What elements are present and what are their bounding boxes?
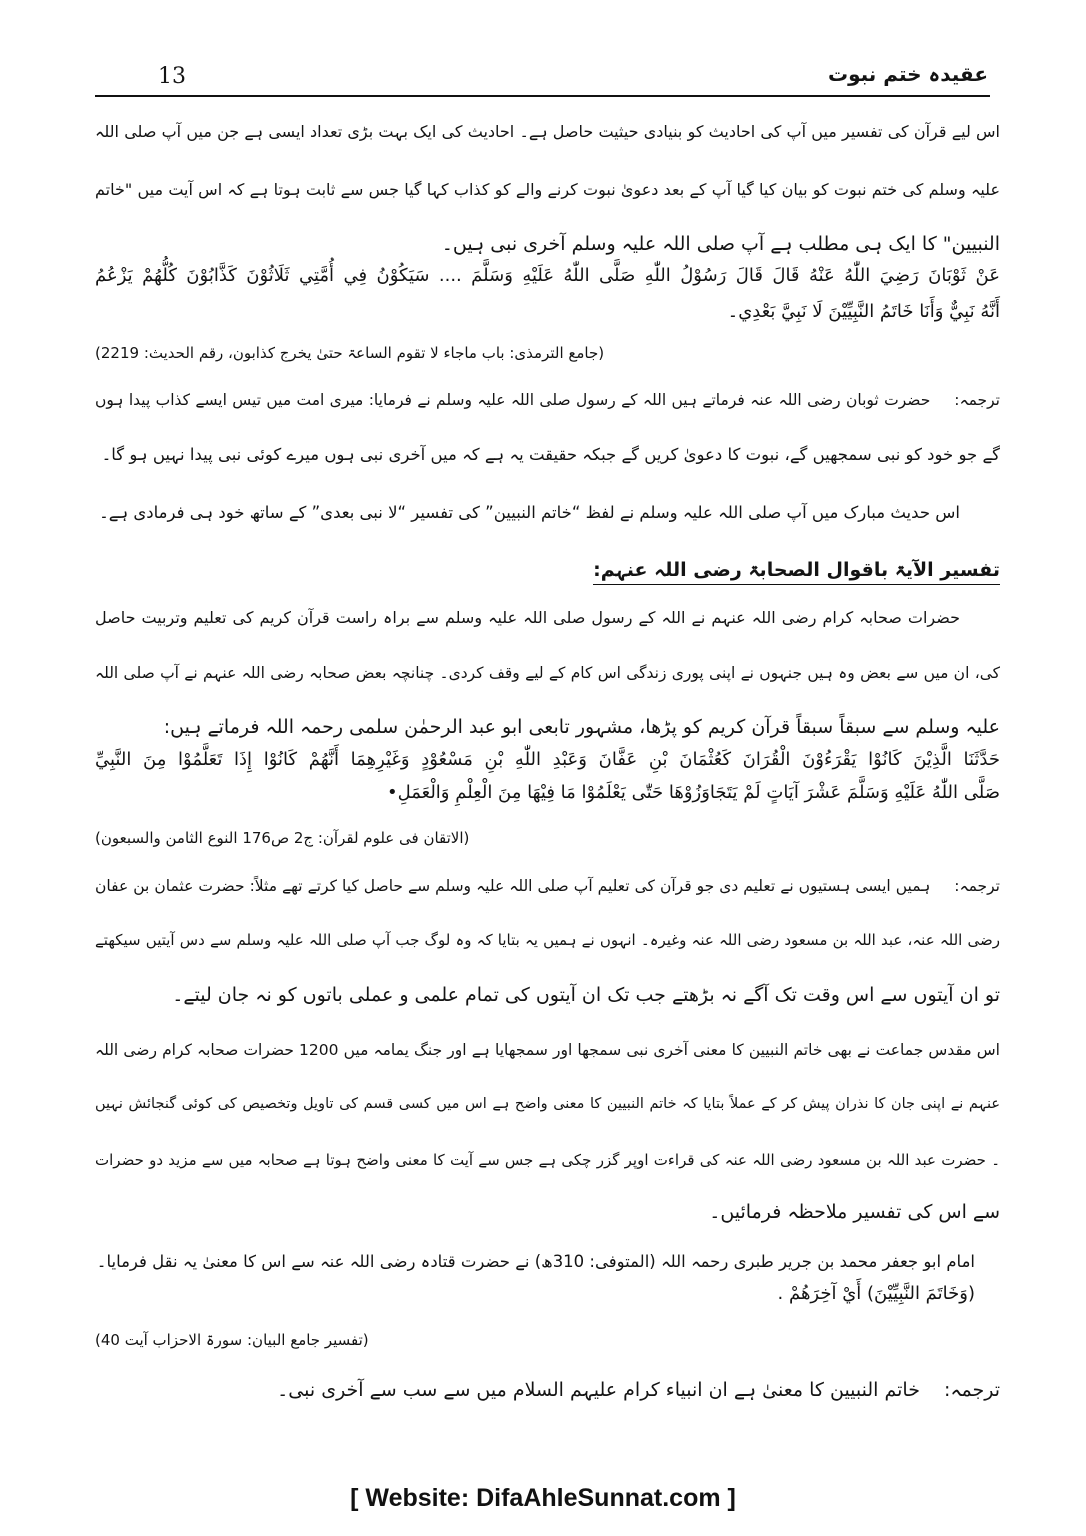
body-text-line: علیہ وسلم سے سبقاً سبقاً قرآن کریم کو پڑھا، مشہور تابعی ابو عبد الرحمٰن سلمی رحمہ اللہ فرماتے ہیں:	[163, 716, 1000, 738]
hadith-reference: (جامع الترمذی: باب ماجاء لا تقوم الساعۃ حتیٰ یخرج کذابون، رقم الحدیث: 2219)	[95, 344, 605, 362]
body-text-line: اس لیے قرآن کی تفسیر میں آپ کی احادیث کو بنیادی حیثیت حاصل ہے۔ احادیث کی ایک بہت بڑی تعداد ایسی ہے جن میں آپ صلی اللہ	[95, 122, 1000, 141]
translation-label: ترجمہ:	[943, 1379, 1000, 1401]
translation-line	[95, 869, 1000, 903]
translation-line	[95, 1373, 1000, 1407]
body-text-line: اس حدیث مبارک میں آپ صلی اللہ علیہ وسلم نے لفظ “خاتم النبیین” کی تفسیر “لا نبی بعدی” کے ساتھ خود ہی فرمادی ہے۔	[99, 503, 960, 522]
translation-label: ترجمہ:	[954, 391, 1000, 409]
website-footer: [ Website: DifaAhleSunnat.com ]	[350, 1484, 736, 1512]
section-heading	[95, 553, 1000, 587]
body-text-line: ۔ حضرت عبد اللہ بن مسعود رضی اللہ عنہ کی قراءت اوپر گزر چکی ہے جس سے آیت کا معنی واضح ہوتا ہے صحابہ میں سے مزید دو حضرات	[95, 1151, 1000, 1169]
body-text-line: عنہم نے اپنی جان کا نذران پیش کر کے عملاً بتایا کہ خاتم النبیین کا معنی واضح ہے اس میں کسی قسم کی تاویل وتخصیص کی کوئی گنجائش نہیں	[95, 1096, 1000, 1112]
section-heading-text: تفسیر الآیۃ باقوال الصحابۃ رضی اللہ عنہم:	[593, 559, 1000, 585]
page-number: 13	[158, 64, 186, 89]
body-text-line: النبیین" کا ایک ہی مطلب ہے آپ صلی اللہ علیہ وسلم آخری نبی ہیں۔	[441, 233, 1000, 255]
translation-label: ترجمہ:	[954, 877, 1000, 895]
body-text-line: کی، ان میں سے بعض وہ ہیں جنہوں نے اپنی پوری زندگی اس کام کے لیے وقف کردی۔ چنانچہ بعض صحابہ رضی اللہ عنہم نے آپ صلی اللہ	[95, 664, 1000, 682]
arabic-quote-line: (وَخَاتَمَ النَّبِيِّيْنَ) أَيْ آخِرَهُمْ .	[777, 1283, 975, 1304]
body-text-line: امام ابو جعفر محمد بن جریر طبری رحمہ اللہ (المتوفی: 310ھ) نے حضرت قتادہ رضی اللہ عنہ سے اس کا معنیٰ یہ نقل فرمایا۔	[96, 1252, 975, 1271]
arabic-hadith-line: أَنَّهُ نَبِيٌّ وَأَنَا خَاتَمُ النَّبِيِّيْنَ لَا نَبِيَّ بَعْدِي۔	[727, 301, 1000, 322]
arabic-hadith-line: حَدَّثَنَا الَّذِيْنَ كَانُوْا يَقْرَءُوْنَ الْقُرَانَ كَعُثْمَانَ بْنِ عَفَّانَ وَعَبْدِ اللّٰهِ بْنِ مَسْعُوْدٍ وَغَيْرِهِمَا أَنَّهُمْ كَانُوْا إِذَا تَعَلَّمُوْا مِنَ النَّبِيِّ	[95, 749, 1000, 770]
book-title: عقیدہ ختم نبوت	[828, 62, 988, 86]
translation-text: خاتم النبیین کا معنیٰ ہے ان انبیاء کرام علیہم السلام میں سے سب سے آخری نبی۔	[277, 1379, 920, 1401]
translation-line: رضی اللہ عنہ، عبد اللہ بن مسعود رضی اللہ عنہ وغیرہ۔ انہوں نے ہمیں یہ بتایا کہ وہ لوگ جب آپ صلی اللہ علیہ وسلم سے دس آیتیں سیکھتے	[95, 931, 1000, 949]
tafsir-reference: (تفسیر جامع البیان: سورۃ الاحزاب آیت 40)	[95, 1331, 369, 1349]
body-text-line: اس مقدس جماعت نے بھی خاتم النبیین کا معنی آخری نبی سمجھا اور سمجھایا ہے اور جنگ یمامہ میں 1200 حضرات صحابہ کرام رضی اللہ	[95, 1041, 1000, 1059]
body-text-line: سے اس کی تفسیر ملاحظہ فرمائیں۔	[709, 1201, 1000, 1223]
translation-text: ہمیں ایسی ہستیوں نے تعلیم دی جو قرآن کی تعلیم آپ صلی اللہ علیہ وسلم سے حاصل کیا کرتے تھے مثلاً: حضرت عثمان بن عفان	[95, 877, 931, 895]
arabic-hadith-line: عَنْ ثَوْبَانَ رَضِيَ اللّٰهُ عَنْهُ قَالَ قَالَ رَسُوْلُ اللّٰهِ صَلَّى اللّٰهُ عَلَيْهِ وَسَلَّمَ .... سَيَكُوْنُ فِي أُمَّتِي ثَلَاثُوْنَ كَذَّابُوْنَ كُلُّهُمْ يَزْعُمُ	[95, 265, 1000, 286]
body-text-line: حضرات صحابہ کرام رضی اللہ عنہم نے اللہ کے رسول صلی اللہ علیہ وسلم سے براہ راست قرآن کریم کی تعلیم وتربیت حاصل	[95, 608, 960, 627]
translation-line: تو ان آیتوں سے اس وقت تک آگے نہ بڑھتے جب تک ان آیتوں کی تمام علمی و عملی باتوں کو نہ جان لیتے۔	[172, 984, 1000, 1006]
hadith-reference: (الاتقان فی علوم لقرآن: ج2 ص176 النوع الثامن والسبعون)	[95, 829, 470, 847]
arabic-hadith-line: صَلَّى اللّٰهُ عَلَيْهِ وَسَلَّمَ عَشْرَ آيَاتٍ لَمْ يَتَجَاوَزُوْهَا حَتّٰى يَعْلَمُوْا مَا فِيْهَا مِنَ الْعِلْمِ وَالْعَمَلِ•	[386, 782, 1000, 803]
body-text-line: علیہ وسلم کی ختم نبوت کو بیان کیا گیا آپ کے بعد دعویٰ نبوت کرنے والے کو کذاب کہا گیا جس سے ثابت ہوتا ہے کہ اس آیت میں "خاتم	[95, 180, 1000, 199]
translation-text: حضرت ثوبان رضی اللہ عنہ فرماتے ہیں اللہ کے رسول صلی اللہ علیہ وسلم نے فرمایا: میری امت میں تیس ایسے کذاب پیدا ہوں	[95, 391, 931, 409]
translation-line: گے جو خود کو نبی سمجھیں گے، نبوت کا دعویٰ کریں گے جبکہ حقیقت یہ ہے کہ میں آخری نبی ہوں میرے کوئی نبی پیدا نہیں ہو گا۔	[101, 445, 1000, 464]
translation-line	[95, 383, 1000, 417]
header-rule	[95, 95, 990, 97]
